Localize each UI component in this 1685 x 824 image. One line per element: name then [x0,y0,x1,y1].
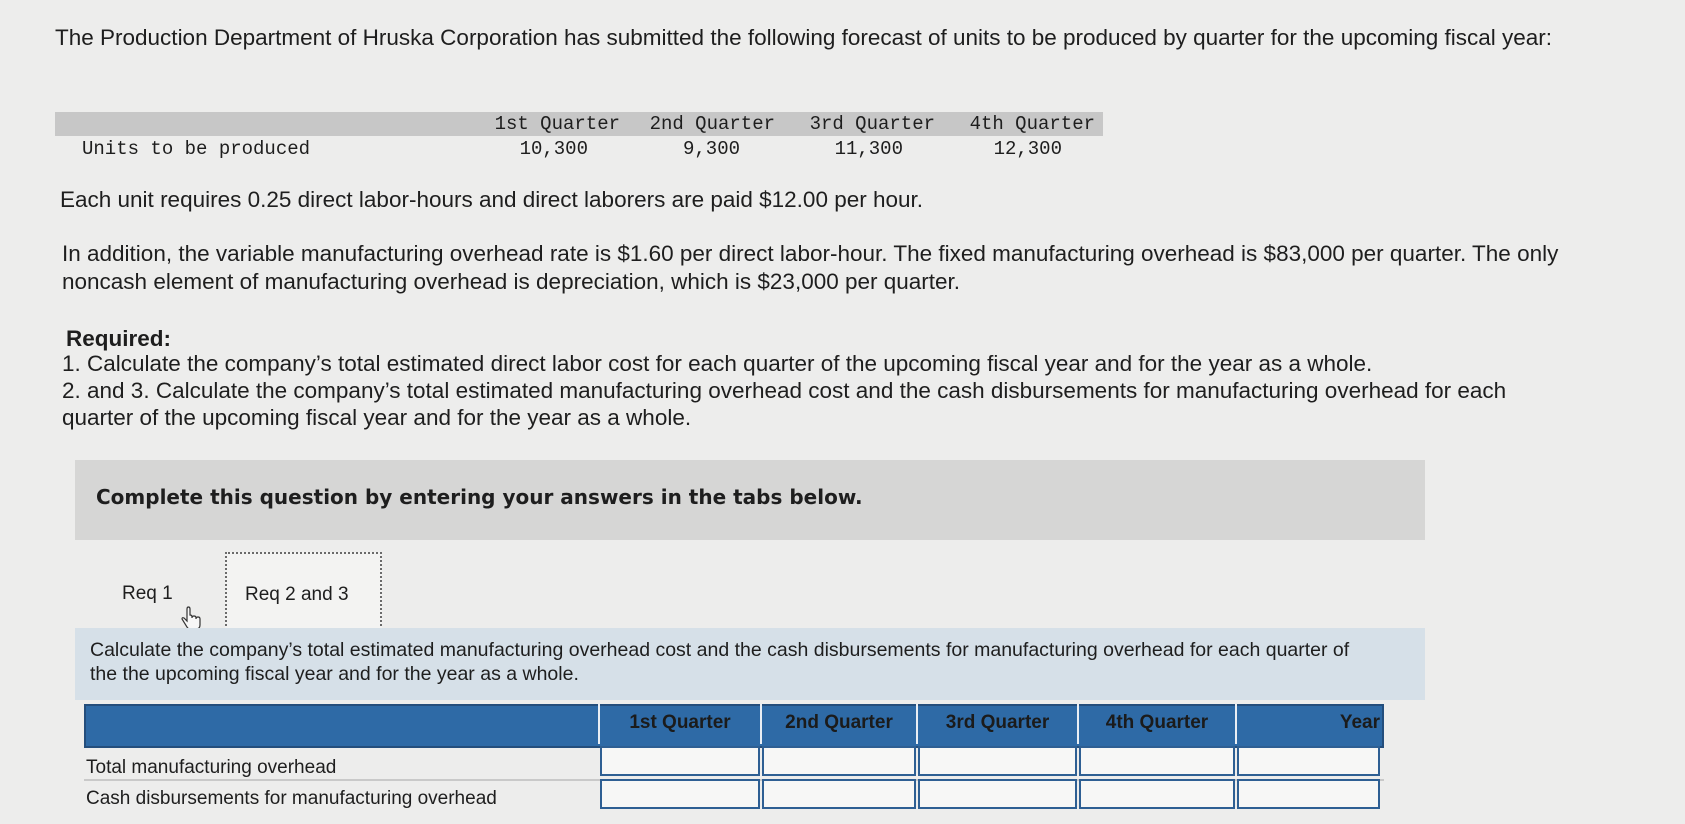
instruction-text: Calculate the company’s total estimated manufacturing overhead cost and the cash disbursements for manufacturing overhead for each quarter of the the upcoming fiscal year and for the year as a whole. [90,639,1350,685]
answer-col-q1: 1st Quarter [629,712,731,733]
banner-text: Complete this question by entering your answers in the tabs below. [96,485,863,509]
answer-col-q4: 4th Quarter [1105,712,1209,733]
input-total-overhead-q4[interactable] [1079,746,1235,776]
input-total-overhead-year[interactable] [1237,746,1380,776]
input-cash-disbursements-year[interactable] [1237,779,1380,809]
row-label-cash-disbursements: Cash disbursements for manufacturing overhead [86,788,497,809]
labor-paragraph: Each unit requires 0.25 direct labor-hours and direct laborers are paid $12.00 per hour. [60,187,924,212]
forecast-value-q3: 11,300 [834,138,903,160]
forecast-value-q2: 9,300 [682,138,740,160]
input-cash-disbursements-q2[interactable] [762,779,916,809]
input-total-overhead-q1[interactable] [600,746,760,776]
input-cash-disbursements-q1[interactable] [600,779,760,809]
required-item-1: 1. Calculate the company’s total estimated direct labor cost for each quarter of the upcoming fiscal year and for the year as a whole. [62,351,1373,376]
required-list [62,350,1582,431]
required-title: Required: [66,326,172,351]
overhead-paragraph: In addition, the variable manufacturing overhead rate is $1.60 per direct labor-hour. The fixed manufacturing overhead is $83,000 per quarter. The only noncash element of manufacturing overhead is depreciation, which is $23,000 per quarter. [62,241,1559,294]
forecast-header-q2: 2nd Quarter [649,113,775,135]
tab-req-2-and-3-label: Req 2 and 3 [245,584,349,605]
forecast-value-q4: 12,300 [993,138,1062,160]
answer-col-year: Year [1339,712,1380,733]
forecast-header-q1: 1st Quarter [494,113,620,135]
forecast-value-q1: 10,300 [519,138,588,160]
input-total-overhead-q2[interactable] [762,746,916,776]
input-cash-disbursements-q3[interactable] [918,779,1077,809]
input-cash-disbursements-q4[interactable] [1079,779,1235,809]
answer-col-q2: 2nd Quarter [785,712,893,733]
forecast-header-q4: 4th Quarter [969,113,1095,135]
required-item-2: 2. and 3. Calculate the company’s total estimated manufacturing overhead cost and the cash disbursements for manufacturing overhead for each quarter of the upcoming fiscal year and for the year as a whole. [62,378,1507,430]
forecast-row-label: Units to be produced [82,138,311,160]
tab-req-2-and-3[interactable] [225,552,382,630]
row-label-total-overhead: Total manufacturing overhead [86,757,337,778]
forecast-header-q3: 3rd Quarter [809,113,935,135]
answer-col-q3: 3rd Quarter [945,712,1050,733]
input-total-overhead-q3[interactable] [918,746,1077,776]
tab-req-1-label: Req 1 [122,583,173,604]
problem-intro: The Production Department of Hruska Corporation has submitted the following forecast of units to be produced by quarter for the upcoming fiscal year: [55,25,1553,50]
